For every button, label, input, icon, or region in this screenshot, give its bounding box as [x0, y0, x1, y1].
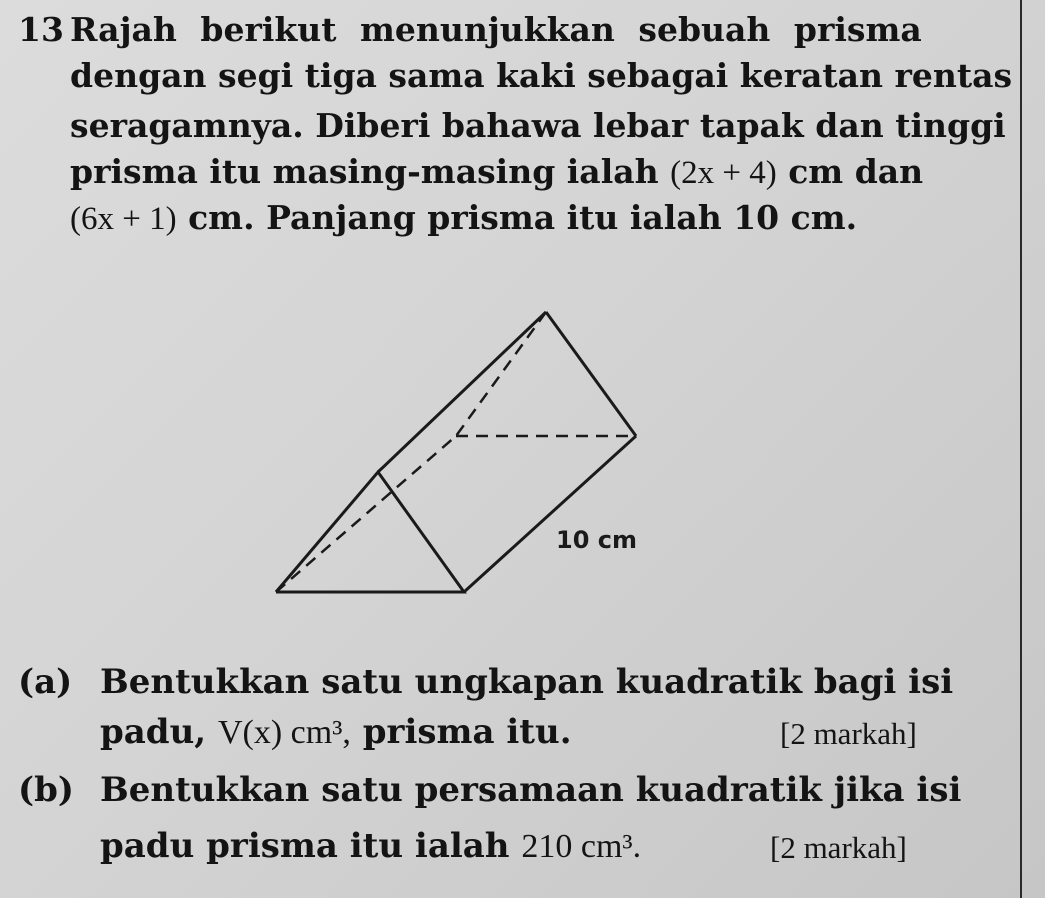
page-border-line: [1020, 0, 1022, 898]
part-b-marks: [2 markah]: [770, 830, 907, 865]
question-line-4: [70, 152, 923, 192]
part-a-line-2: [100, 712, 572, 752]
part-b-line-2-text: padu prisma itu ialah: [100, 826, 510, 866]
volume-function-expression: V(x) cm³,: [217, 714, 351, 751]
part-a-line-1: Bentukkan satu ungkapan kuadratik bagi isi: [100, 662, 954, 702]
top-ridge-edge: [378, 312, 546, 472]
hidden-base-left-edge: [276, 436, 456, 592]
question-line-5: [70, 198, 857, 238]
question-line-4-end: cm dan: [788, 152, 924, 191]
part-b-line-2: [100, 826, 641, 866]
question-line-5-text: cm. Panjang prisma itu ialah 10 cm.: [188, 198, 858, 237]
part-a-line-2-text: padu,: [100, 712, 207, 752]
question-number: 13: [18, 10, 64, 49]
base-right-edge: [464, 436, 636, 592]
front-triangle-face: [276, 472, 464, 592]
height-expression: (6x + 1): [70, 201, 177, 237]
volume-value-expression: 210 cm³.: [521, 828, 642, 865]
hidden-back-left-edge: [456, 312, 546, 436]
question-line-1: Rajah berikut menunjukkan sebuah prisma: [70, 10, 922, 49]
question-line-3: seragamnya. Diberi bahawa lebar tapak dan tinggi: [70, 106, 1006, 145]
question-line-4-text: prisma itu masing-masing ialah: [70, 152, 659, 191]
question-line-2: dengan segi tiga sama kaki sebagai keratan rentas: [70, 56, 1013, 95]
prism-diagram: [260, 290, 680, 610]
back-right-slant-edge: [546, 312, 636, 436]
part-b-label: (b): [18, 770, 74, 810]
part-b-line-1: Bentukkan satu persamaan kuadratik jika isi: [100, 770, 962, 810]
part-a-line-2-end: prisma itu.: [362, 712, 572, 752]
part-a-label: (a): [18, 662, 73, 702]
length-label: 10 cm: [556, 526, 637, 554]
base-width-expression: (2x + 4): [670, 155, 777, 191]
part-a-marks: [2 markah]: [780, 716, 917, 751]
